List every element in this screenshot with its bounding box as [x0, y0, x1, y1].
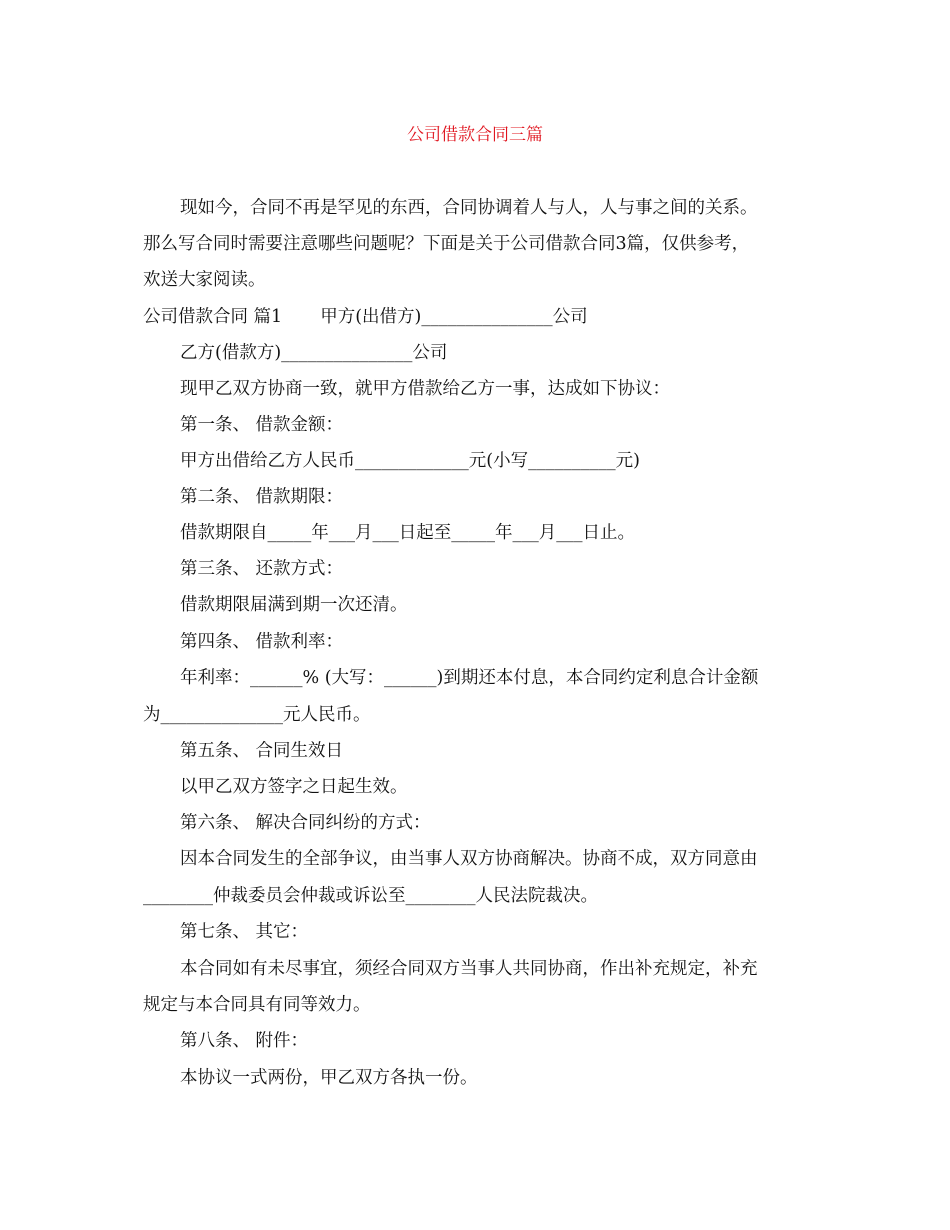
article-3-heading: 第三条、 还款方式：	[180, 559, 344, 579]
article-8-text: 本协议一式两份，甲乙双方各执一份。	[180, 1068, 478, 1088]
section-heading-row	[143, 306, 588, 328]
section-heading: 公司借款合同 篇1	[143, 307, 283, 327]
intro-line-3: 欢送大家阅读。	[143, 270, 266, 290]
article-6-text-2: ________仲裁委员会仲裁或诉讼至________人民法院裁决。	[143, 886, 598, 906]
intro-line-2: 那么写合同时需要注意哪些问题呢？下面是关于公司借款合同3篇，仅供参考，	[143, 234, 750, 254]
article-5-text: 以甲乙双方签字之日起生效。	[180, 777, 408, 797]
article-4-heading: 第四条、 借款利率：	[180, 632, 344, 652]
party-a-line: 甲方(出借方)_______________公司	[320, 307, 588, 327]
article-1-text: 甲方出借给乙方人民币_____________元(小写__________元)	[180, 451, 640, 471]
article-7-heading: 第七条、 其它：	[180, 922, 309, 942]
article-2-heading: 第二条、 借款期限：	[180, 487, 344, 507]
article-3-text: 借款期限届满到期一次还清。	[180, 595, 408, 615]
article-8-heading: 第八条、 附件：	[180, 1031, 309, 1051]
article-4-text-2: 为______________元人民币。	[143, 705, 371, 725]
article-6-text-1: 因本合同发生的全部争议，由当事人双方协商解决。协商不成，双方同意由	[180, 849, 758, 869]
article-5-heading: 第五条、 合同生效日	[180, 741, 344, 761]
party-b-line: 乙方(借款方)_______________公司	[180, 343, 448, 363]
agreement-intro: 现甲乙双方协商一致，就甲方借款给乙方一事，达成如下协议：	[180, 379, 670, 399]
article-6-heading: 第六条、 解决合同纠纷的方式：	[180, 813, 431, 833]
article-1-heading: 第一条、 借款金额：	[180, 415, 344, 435]
intro-line-1: 现如今，合同不再是罕见的东西，合同协调着人与人，人与事之间的关系。	[180, 198, 758, 218]
article-7-text-2: 规定与本合同具有同等效力。	[143, 995, 371, 1015]
article-4-text-1: 年利率：______% (大写：______)到期还本付息，本合同约定利息合计金额	[180, 668, 759, 688]
document-title: 公司借款合同三篇	[407, 125, 543, 145]
article-2-text: 借款期限自_____年___月___日起至_____年___月___日止。	[180, 523, 635, 543]
article-7-text-1: 本合同如有未尽事宜，须经合同双方当事人共同协商，作出补充规定，补充	[180, 959, 758, 979]
